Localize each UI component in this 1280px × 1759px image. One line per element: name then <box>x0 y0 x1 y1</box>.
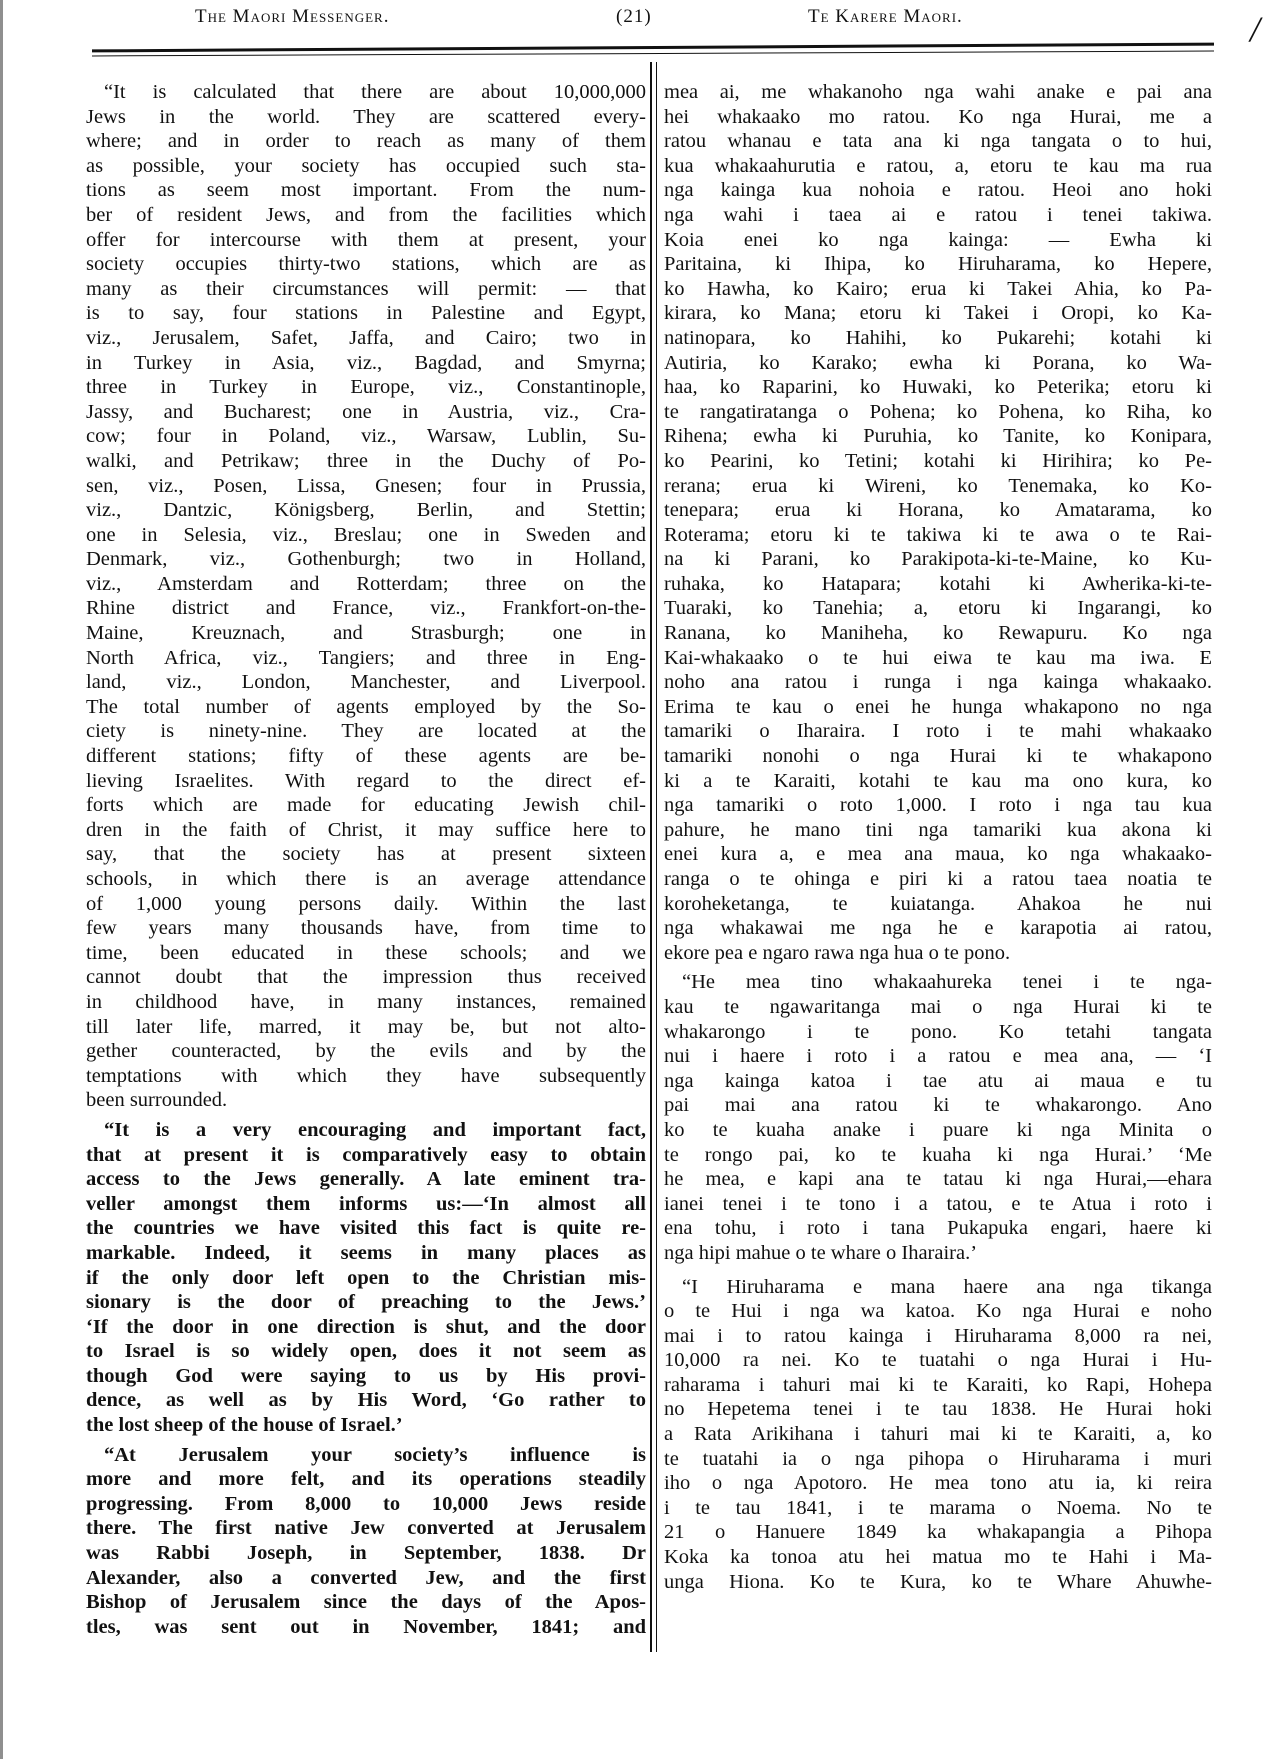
text-line: if the only door left open to the Christian mis- <box>86 1266 646 1289</box>
text-line: ciety is ninety-nine. They are located at the <box>86 720 646 743</box>
text-line: schools, in which there is an average attendance <box>86 868 646 890</box>
text-line: Rhine district and France, viz., Frankfort-on-the- <box>86 597 646 620</box>
text-line: in childhood have, in many instances, remained <box>86 990 646 1013</box>
text-line: Rihena; ewha ki Puruhia, ko Tanite, ko Konipara, <box>664 425 1212 448</box>
text-line: viz., Jerusalem, Safet, Jaffa, and Cairo; two in <box>86 326 646 349</box>
paragraph <box>86 1443 646 1640</box>
text-line: nga whakawai me nga he e karapotia ai ratou, <box>664 917 1212 940</box>
text-line: where; and in order to reach as many of them <box>86 130 646 153</box>
column-divider <box>650 62 652 1652</box>
text-line: Autiria, ko Karako; ewha ki Porana, ko Wa- <box>664 351 1212 374</box>
text-line: ‘If the door in one direction is shut, and the door <box>86 1315 646 1338</box>
text-line: say, that the society has at present sixteen <box>86 843 646 866</box>
text-line: though God were saying to us by His provi- <box>86 1364 646 1387</box>
text-line: Kai-whakaako o te hui eiwa te kau ma iwa. E <box>664 646 1212 669</box>
text-line: access to the Jews generally. A late eminent tra- <box>86 1168 646 1191</box>
text-line: “At Jerusalem your society’s influence is <box>104 1443 646 1466</box>
text-line: nui i haere i roto i a ratou e mea ana, — ‘I <box>664 1045 1212 1068</box>
text-line: time, been educated in these schools; and we <box>86 941 646 964</box>
text-line: Bishop of Jerusalem since the days of the Apos- <box>86 1591 646 1614</box>
text-line: tamariki nonohi o nga Hurai ki te whakapono <box>664 745 1212 768</box>
text-line: he mea, e kapi ana te tatau ki nga Hurai,—ehara <box>664 1168 1212 1191</box>
text-line: natinopara, ko Hahihi, ko Pukarehi; kotahi ki <box>664 326 1212 349</box>
text-line: dren in the faith of Christ, it may suffice here to <box>86 818 646 841</box>
text-line: markable. Indeed, it seems in many places as <box>86 1241 646 1264</box>
text-line: noho ana ratou i runga i nga kainga whakaako. <box>664 671 1212 694</box>
text-line: ena tohu, i roto i tana Pukapuka engari, haere ki <box>664 1217 1212 1240</box>
header-rule-thin <box>92 51 1214 57</box>
text-line: pahure, he mano tini nga tamariki kua akona ki <box>664 818 1212 841</box>
text-line: in Turkey in Asia, viz., Bagdad, and Smyrna; <box>86 351 646 374</box>
paragraph <box>86 80 646 1113</box>
text-line: haa, ko Raparini, ko Huwaki, ko Peterika; etoru ki <box>664 376 1212 399</box>
text-line: nga wahi i taea ai e ratou i tenei takiwa. <box>664 203 1212 226</box>
text-line: kua whakaahurutia e ratou, a, etoru te kau ma rua <box>664 154 1212 177</box>
text-line: cannot doubt that the impression thus received <box>86 966 646 989</box>
text-line: “It is calculated that there are about 10,000,000 <box>104 81 646 103</box>
text-line: ranga o te ohinga e piri ki a ratou taea noatia te <box>664 868 1212 890</box>
text-line: nga hipi mahue o te whare o Iharaira.’ <box>664 1241 978 1264</box>
header-maori-title: Te Karere Maori. <box>808 6 963 27</box>
text-line: “I Hiruharama e mana haere ana nga tikanga <box>682 1275 1212 1298</box>
english-column <box>86 80 646 1644</box>
text-line: gether counteracted, by the evils and by the <box>86 1040 646 1063</box>
text-line: Koka ka tonoa atu hei matua mo te Hahi i Ma- <box>664 1546 1212 1569</box>
text-line: ko te kuaha anake i puare ki nga Minita o <box>664 1118 1212 1141</box>
paragraph <box>86 1118 646 1438</box>
text-line: kirara, ko Mana; etoru ki Takei i Oropi, ko Ka- <box>664 302 1212 325</box>
text-line: iho o nga Apotoro. He mea tono atu ia, ki reira <box>664 1472 1212 1495</box>
text-line: that at present it is comparatively easy to obtain <box>86 1143 646 1166</box>
text-line: “It is a very encouraging and important fact, <box>104 1118 646 1141</box>
text-line: North Africa, viz., Tangiers; and three in Eng- <box>86 646 646 669</box>
text-line: te tuatahi ia o nga pihopa o Hiruharama i muri <box>664 1447 1212 1470</box>
page-number: (21) <box>616 6 652 27</box>
text-line: society occupies thirty-two stations, which are as <box>86 253 646 276</box>
paragraph <box>664 970 1212 1265</box>
column-divider-inner <box>656 62 657 1652</box>
text-line: there. The first native Jew converted at Jerusalem <box>86 1517 646 1540</box>
text-line: one in Selesia, viz., Breslau; one in Sweden and <box>86 523 646 546</box>
text-line: more and more felt, and its operations steadily <box>86 1468 646 1491</box>
text-line: 10,000 ra nei. Ko te tuatahi o nga Hurai i Hu- <box>664 1349 1212 1372</box>
text-line: been surrounded. <box>86 1089 228 1112</box>
text-line: no Hepetema tenei i te tau 1838. He Hurai hoki <box>664 1398 1212 1421</box>
text-line: te rangatiratanga o Pohena; ko Pohena, ko Riha, ko <box>664 400 1212 423</box>
text-line: sen, viz., Posen, Lissa, Gnesen; four in Prussia, <box>86 474 646 497</box>
paragraph <box>664 1275 1212 1595</box>
text-line: walki, and Petrikaw; three in the Duchy of Po- <box>86 449 646 472</box>
text-line: Roterama; etoru ki te takiwa ki te awa o te Rai- <box>664 523 1212 546</box>
text-line: ko Pearini, ko Tetini; kotahi ki Hirihira; ko Pe- <box>664 449 1212 472</box>
text-line: forts which are made for educating Jewish chil- <box>86 794 646 817</box>
text-line: i te tau 1841, i te marama o Noema. No te <box>664 1496 1212 1519</box>
text-line: till later life, marred, it may be, but not alto- <box>86 1015 646 1038</box>
text-line: three in Turkey in Europe, viz., Constantinople, <box>86 376 646 399</box>
text-line: pai mai ana ratou ki te whakarongo. Ano <box>664 1094 1212 1117</box>
text-line: 21 o Hanuere 1849 ka whakapangia a Pihopa <box>664 1521 1212 1544</box>
text-line: mai i to ratou kainga i Hiruharama 8,000 ra nei, <box>664 1324 1212 1347</box>
text-line: nga kainga katoa i tae atu ai maua e tu <box>664 1069 1212 1092</box>
text-line: lieving Israelites. With regard to the direct ef- <box>86 769 646 792</box>
text-line: mea ai, me whakanoho nga wahi anake e pai ana <box>664 81 1212 103</box>
text-line: ratou whanau e tata ana ki nga tangata o to hui, <box>664 130 1212 153</box>
text-line: Denmark, viz., Gothenburgh; two in Holland, <box>86 548 646 571</box>
text-line: ianei tenei i te tono i a tatou, e te Atua i roto i <box>664 1192 1212 1215</box>
text-line: nga tamariki o roto 1,000. I roto i nga tau kua <box>664 794 1212 817</box>
text-line: Koia enei ko nga kainga: — Ewha ki <box>664 228 1212 251</box>
text-line: The total number of agents employed by the So- <box>86 695 646 718</box>
text-line: temptations with which they have subsequently <box>86 1064 646 1087</box>
text-line: of 1,000 young persons daily. Within the last <box>86 892 646 915</box>
text-line: Alexander, also a converted Jew, and the first <box>86 1566 646 1589</box>
text-line: enei kura a, e mea ana maua, ko nga whakaako- <box>664 843 1212 866</box>
text-line: a Rata Arikihana i tahuri mai ki te Karaiti, a, ko <box>664 1423 1212 1446</box>
text-line: is to say, four stations in Palestine and Egypt, <box>86 302 646 325</box>
text-line: many as their circumstances will permit: — that <box>86 277 646 300</box>
text-line: ko Hawha, ko Kairo; erua ki Takei Ahia, ko Pa- <box>664 277 1212 300</box>
paragraph <box>664 80 1212 965</box>
text-line: cow; four in Poland, viz., Warsaw, Lublin, Su- <box>86 425 646 448</box>
text-line: ber of resident Jews, and from the facilities which <box>86 203 646 226</box>
text-line: tles, was sent out in November, 1841; and <box>86 1615 646 1638</box>
text-line: few years many thousands have, from time to <box>86 917 646 940</box>
text-line: veller amongst them informs us:—‘In almost all <box>86 1192 646 1215</box>
text-line: unga Hiona. Ko te Kura, ko te Whare Ahuwhe- <box>664 1570 1212 1593</box>
running-header <box>0 2 1280 32</box>
text-line: tions as seem most important. From the num- <box>86 179 646 202</box>
text-line: the countries we have visited this fact is quite re- <box>86 1217 646 1240</box>
text-line: different stations; fifty of these agents are be- <box>86 745 646 768</box>
text-line: koroheketanga, te kuiatanga. Ahakoa he nui <box>664 892 1212 915</box>
text-line: tamariki o Iharaira. I roto i te mahi whakaako <box>664 720 1212 743</box>
text-line: the lost sheep of the house of Israel.’ <box>86 1414 403 1437</box>
text-line: Ranana, ko Maniheha, ko Rewapuru. Ko nga <box>664 622 1212 645</box>
text-line: viz., Dantzic, Königsberg, Berlin, and Stettin; <box>86 499 646 522</box>
text-line: tenepara; erua ki Horana, ko Amatarama, ko <box>664 499 1212 522</box>
text-line: Tuaraki, ko Tanehia; a, etoru ki Ingarangi, ko <box>664 597 1212 620</box>
text-line: o te Hui i nga wa katoa. Ko nga Hurai e noho <box>664 1300 1212 1323</box>
text-line: hei whakaako mo ratou. Ko nga Hurai, me a <box>664 105 1212 128</box>
text-line: na ki Parani, ko Parakipota-ki-te-Maine, ko Ku- <box>664 548 1212 571</box>
text-line: ruhaka, ko Hatapara; kotahi ki Awherika-ki-te- <box>664 572 1212 595</box>
text-line: Jassy, and Bucharest; one in Austria, viz., Cra- <box>86 400 646 423</box>
text-line: Maine, Kreuznach, and Strasburgh; one in <box>86 622 646 645</box>
text-line: Erima te kau o enei he hunga whakapono no nga <box>664 695 1212 718</box>
text-line: dence, as well as by His Word, ‘Go rather to <box>86 1389 646 1412</box>
text-line: viz., Amsterdam and Rotterdam; three on the <box>86 572 646 595</box>
margin-mark: / <box>1249 9 1260 49</box>
text-line: as possible, your society has occupied such sta- <box>86 154 646 177</box>
text-line: Paritaina, ki Ihipa, ko Hiruharama, ko Hepere, <box>664 253 1212 276</box>
text-line: was Rabbi Joseph, in September, 1838. Dr <box>86 1542 646 1565</box>
text-line: whakarongo i te pono. Ko tetahi tangata <box>664 1020 1212 1043</box>
text-line: offer for intercourse with them at present, your <box>86 228 646 251</box>
text-line: land, viz., London, Manchester, and Liverpool. <box>86 671 646 694</box>
text-line: sionary is the door of preaching to the Jews.’ <box>86 1291 646 1314</box>
text-line: kau te ngawaritanga mai o nga Hurai ki te <box>664 995 1212 1018</box>
text-line: progressing. From 8,000 to 10,000 Jews reside <box>86 1492 646 1515</box>
text-line: rerana; erua ki Wireni, ko Tenemaka, ko Ko- <box>664 474 1212 497</box>
header-english-title: The Maori Messenger. <box>195 6 390 27</box>
text-line: Jews in the world. They are scattered every- <box>86 105 646 128</box>
text-line: raharama i tahuri mai ki te Karaiti, ko Rapi, Hohepa <box>664 1373 1212 1396</box>
text-line: ekore pea e ngaro rawa nga hua o te pono. <box>664 941 1011 964</box>
text-line: nga kainga kua nohoia e ratou. Heoi ano hoki <box>664 179 1212 202</box>
text-line: te rongo pai, ko te kuaha ki nga Hurai.’ ‘Me <box>664 1143 1212 1166</box>
page-edge <box>0 0 3 1759</box>
text-line: “He mea tino whakaahureka tenei i te nga- <box>682 971 1212 994</box>
text-line: ki a te Karaiti, kotahi te kau ma ono kura, ko <box>664 769 1212 792</box>
maori-column <box>664 80 1212 1599</box>
text-line: to Israel is so widely open, does it not seem as <box>86 1340 646 1363</box>
